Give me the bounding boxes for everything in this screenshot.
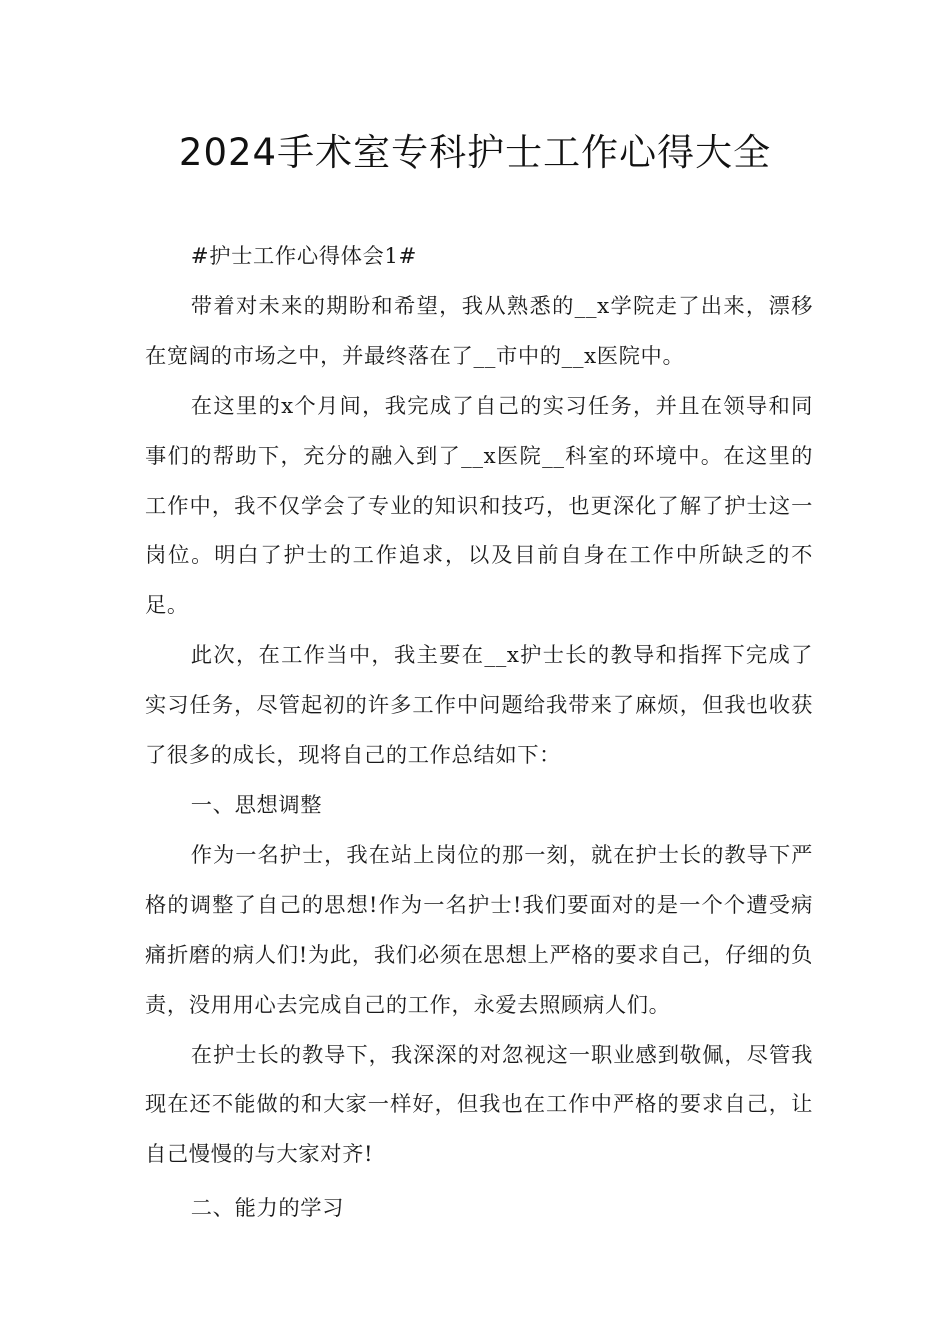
subheading-ability: 二、能力的学习 bbox=[190, 1196, 345, 1222]
paragraph-5: 在护士长的教导下，我深深的对忽视这一职业感到敬佩，尽管我现在还不能做的和大家一样好，但我也在工作中严格的要求自己，让自己慢慢的与大家对齐! bbox=[145, 1042, 813, 1168]
paragraph-4: 作为一名护士，我在站上岗位的那一刻，就在护士长的教导下严格的调整了自己的思想!作为一名护士!我们要面对的是一个个遭受病痛折磨的病人们!为此，我们必须在思想上严格的要求自己，仔细的负责，没用用心去完成自己的工作，永爱去照顾病人们。 bbox=[145, 842, 813, 1018]
section-heading-1: #护士工作心得体会1# bbox=[190, 244, 417, 269]
subheading-thinking: 一、思想调整 bbox=[190, 792, 323, 818]
paragraph-1: 带着对未来的期盼和希望，我从熟悉的__x学院走了出来，漂移在宽阔的市场之中，并最终落在了__市中的__x医院中。 bbox=[145, 293, 813, 369]
document-title: 2024手术室专科护士工作心得大全 bbox=[178, 131, 772, 174]
paragraph-3: 此次，在工作当中，我主要在__x护士长的教导和指挥下完成了实习任务，尽管起初的许多工作中问题给我带来了麻烦，但我也收获了很多的成长，现将自己的工作总结如下： bbox=[145, 643, 813, 769]
paragraph-2: 在这里的x个月间，我完成了自己的实习任务，并且在领导和同事们的帮助下，充分的融入到了__x医院__科室的环境中。在这里的工作中，我不仅学会了专业的知识和技巧，也更深化了解了护士这一岗位。明白了护士的工作追求，以及目前自身在工作中所缺乏的不足。 bbox=[145, 393, 813, 619]
document-body bbox=[145, 232, 813, 1234]
